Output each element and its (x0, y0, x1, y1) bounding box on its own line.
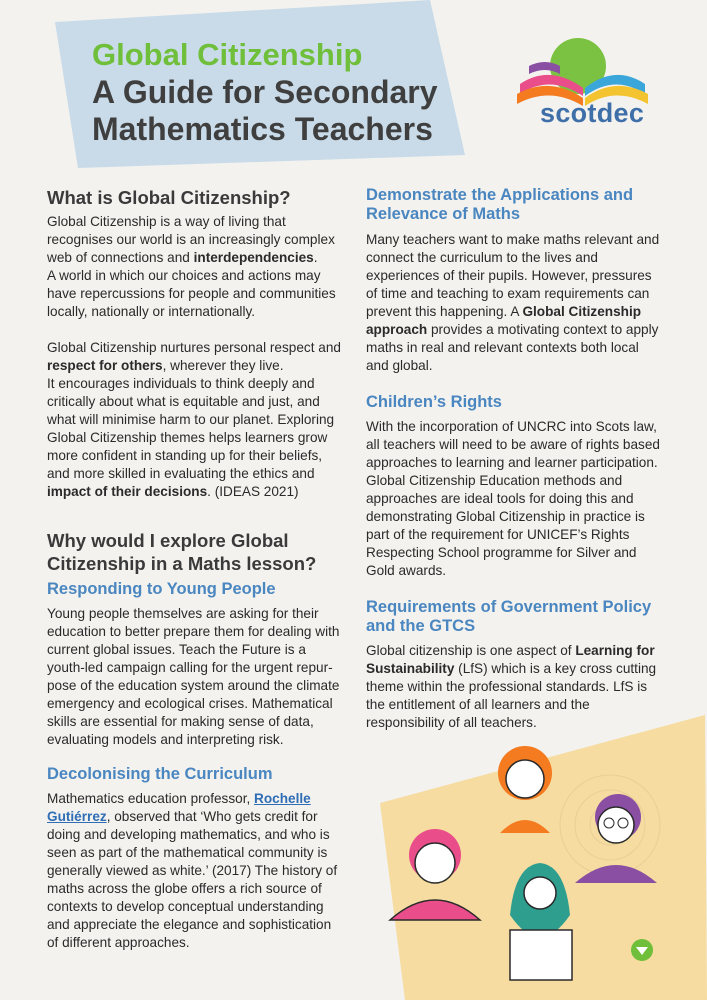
right-column (366, 186, 664, 732)
people-illustration (360, 715, 707, 1000)
title-line-2: A Guide for Secondary (92, 74, 438, 110)
applications-text: Many teachers want to make maths relevant and connect the curriculum to the lives and experiences of their pupils. However, pressures of time and teaching to exam requirements can prevent this happening. A Global Citizenship approach provides a motivating context to apply maths in real and relevant contexts both local and global. (366, 232, 660, 373)
decolonising-text: Mathematics education professor, Rochelle Gutiérrez, observed that ‘Who gets credit for doing and developing mathematics, and who is seen as part of the mathematical community is generally viewed as white.’ (2017) The history of maths across the globe offers a rich source of contexts to develop conceptual understanding and appreciate the elegance and sophistication of different approaches. (47, 791, 338, 950)
logo-text: scotdec (540, 98, 645, 128)
what-paragraph-2: Global Citizenship nurtures personal respect and respect for others, wherever they live. It encourages individuals to think deeply and critically about what is equitable and just, and what will minimise harm to our planet. Exploring Global Citizenship themes helps learners grow more confident in standing up for their beliefs, and more skilled in evaluating the ethics and impact of their decisions. (IDEAS 2021) (47, 340, 341, 499)
heading-why-explore: Why would I explore Global Citizenship in a Maths lesson? (47, 530, 317, 574)
what-paragraph-1: Global Citizenship is a way of living that recognises our world is an increasingly complex web of connections and interdependencies. A world in which our choices and actions may have repercussions for people and communities locally, nationally or internationally. (47, 214, 336, 319)
next-page-arrow-icon[interactable] (631, 939, 653, 961)
heading-what-is-gc: What is Global Citizenship? (47, 187, 291, 208)
heading-government-policy: Requirements of Government Policy and the GTCS (366, 598, 652, 635)
heading-childrens-rights: Children’s Rights (366, 393, 502, 411)
young-people-text: Young people themselves are asking for their education to better prepare them for dealing with current global issues. Teach the Future is a youth-led campaign calling for the urgent repur-pose of the education system around the climate emergency and ecological crises. Mathematical skills are essential for making sense of data, evaluating models and interpreting risk. (47, 606, 340, 747)
childrens-rights-text: With the incorporation of UNCRC into Scots law, all teachers will need to be aware of rights based approaches to learning and learner participation. Global Citizenship Education methods and approaches are ideal tools for doing this and demonstrating Global Citizenship in practice is part of the requirement for UNICEF’s Rights Respecting School programme for Silver and Gold awards. (366, 419, 660, 578)
left-column (47, 186, 342, 952)
title-line-1: Global Citizenship (92, 37, 363, 72)
heading-young-people: Responding to Young People (47, 580, 276, 598)
rochelle-gutierrez-link[interactable]: Rochelle Gutiérrez (47, 791, 311, 824)
government-policy-text: Global citizenship is one aspect of Learning for Sustainability (LfS) which is a key cross cutting theme within the professional standards. LfS is the entitlement of all learners and the responsibility of all teachers. (366, 643, 657, 730)
heading-decolonising: Decolonising the Curriculum (47, 765, 273, 783)
title-line-3: Mathematics Teachers (92, 111, 433, 147)
heading-applications: Demonstrate the Applications and Relevance of Maths (366, 186, 634, 223)
page-title (92, 36, 438, 148)
